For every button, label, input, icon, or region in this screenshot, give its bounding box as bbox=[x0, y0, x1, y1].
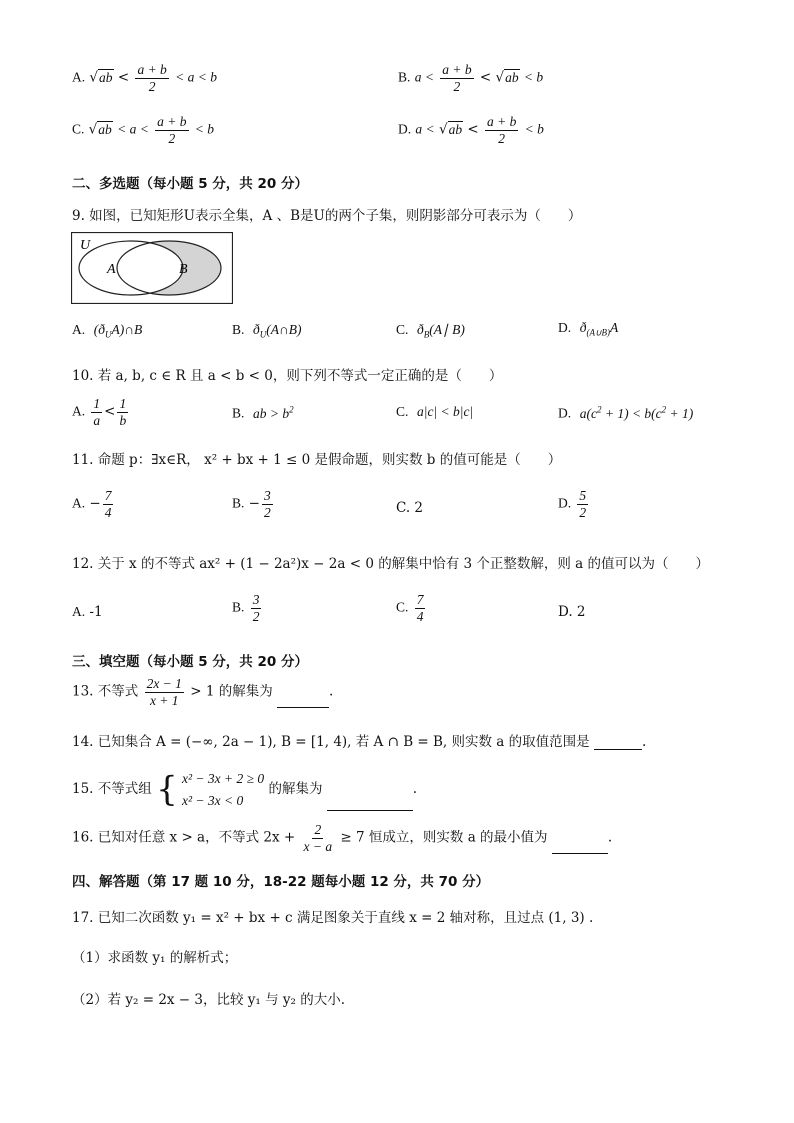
label-u: U bbox=[80, 238, 91, 253]
answer-blank[interactable] bbox=[594, 735, 642, 750]
fraction: $\frac{a + b}{2}$ bbox=[442, 62, 472, 94]
q12-option-a[interactable]: A. -1 bbox=[72, 604, 103, 620]
q16: 16. 已知对任意 x > a，不等式 2x + $\frac{2}{x - a}$ ≥ 7 恒成立，则实数 a 的最小值为 . bbox=[72, 822, 613, 854]
q10-option-a[interactable]: A. $\frac{1}{a}$ < $\frac{1}{b}$ bbox=[72, 396, 127, 428]
label-a: A bbox=[107, 262, 116, 277]
answer-blank[interactable] bbox=[552, 839, 608, 854]
q8-option-d[interactable]: D. a < √ab < $\frac{a + b}{2}$ < b bbox=[398, 114, 544, 146]
q11-option-b[interactable]: B. − $\frac{3}{2}$ bbox=[232, 488, 271, 520]
q10-option-b[interactable]: B. ab > $b^2$ bbox=[232, 404, 294, 421]
q9-option-d[interactable]: D. $ð_{(A\cup B)}A$ bbox=[558, 320, 619, 338]
q17-stem: 17. 已知二次函数 y₁ = x² + bx + c 满足图象关于直线 x = 2 轴对称，且过点 (1, 3) . bbox=[72, 910, 594, 926]
q9-option-c[interactable]: C. $ð_B(A∣$ B) bbox=[396, 322, 465, 340]
q8-option-c[interactable]: C. √ab < a < $\frac{a + b}{2}$ < b bbox=[72, 114, 215, 146]
q9-option-b[interactable]: B. $ð_U(A\cap B)$ bbox=[232, 322, 302, 340]
q11-option-d[interactable]: D. $\frac{5}{2}$ bbox=[558, 488, 587, 520]
q11-stem: 11. 命题 p：∃x∈R， x² + bx + 1 ≤ 0 是假命题，则实数 b 的值可能是（ ） bbox=[72, 452, 562, 468]
q15: 15. 不等式组 { x² − 3x + 2 ≥ 0 x² − 3x < 0 的解集为 . bbox=[72, 769, 418, 810]
answer-blank[interactable] bbox=[277, 693, 329, 708]
section-heading-multi-choice: 二、多选题（每小题 5 分，共 20 分） bbox=[72, 176, 308, 192]
q13: 13. 不等式 $\frac{2x - 1}{x + 1}$ > 1 的解集为 . bbox=[72, 676, 334, 708]
q12-option-b[interactable]: B. $\frac{3}{2}$ bbox=[232, 592, 260, 624]
q14: 14. 已知集合 A = (−∞, 2a − 1), B = [1, 4), 若 A ∩ B = B, 则实数 a 的取值范围是 . bbox=[72, 734, 647, 750]
section-heading-solutions: 四、解答题（第 17 题 10 分，18-22 题每小题 12 分，共 70 分） bbox=[72, 874, 490, 890]
q17-part2: （2）若 y₂ = 2x − 3，比较 y₁ 与 y₂ 的大小. bbox=[72, 992, 346, 1008]
section-heading-fill-in: 三、填空题（每小题 5 分，共 20 分） bbox=[72, 654, 308, 670]
answer-blank[interactable] bbox=[327, 796, 413, 811]
q12-stem: 12. 关于 x 的不等式 ax² + (1 − 2a²)x − 2a < 0 的解集中恰有 3 个正整数解，则 a 的值可以为（ ） bbox=[72, 556, 710, 572]
fraction: $\frac{a + b}{2}$ bbox=[137, 62, 167, 94]
q12-option-c[interactable]: C. $\frac{7}{4}$ bbox=[396, 592, 424, 624]
venn-diagram bbox=[71, 232, 233, 308]
q9-stem: 9. 如图，已知矩形U表示全集，A 、B是U的两个子集，则阴影部分可表示为（ ） bbox=[72, 208, 582, 224]
fraction: $\frac{a + b}{2}$ bbox=[486, 114, 517, 146]
q10-option-c[interactable]: C. a|c| < b|c| bbox=[396, 404, 474, 419]
q11-option-c[interactable]: C. 2 bbox=[396, 500, 424, 516]
fraction: $\frac{a + b}{2}$ bbox=[157, 114, 187, 146]
q12-option-d[interactable]: D. 2 bbox=[558, 604, 586, 620]
q11-option-a[interactable]: A. − $\frac{7}{4}$ bbox=[72, 488, 112, 520]
q17-part1: （1）求函数 y₁ 的解析式； bbox=[72, 950, 238, 966]
q9-option-a[interactable]: A. $(ð_UA)\cap B$ bbox=[72, 322, 143, 340]
q10-option-d[interactable]: D. $a(c^2 + 1) < b(c^2 + 1)$ bbox=[558, 404, 694, 421]
venn-svg bbox=[71, 232, 233, 304]
q10-stem: 10. 若 a, b, c ∈ R 且 a < b < 0，则下列不等式一定正确的是（ ） bbox=[72, 368, 503, 384]
q8-option-b[interactable]: B. a < $\frac{a + b}{2}$ < √ab < b bbox=[398, 62, 544, 94]
q8-option-a[interactable]: A. √ab < $\frac{a + b}{2}$ < a < b bbox=[72, 62, 217, 94]
label-b: B bbox=[179, 262, 188, 277]
